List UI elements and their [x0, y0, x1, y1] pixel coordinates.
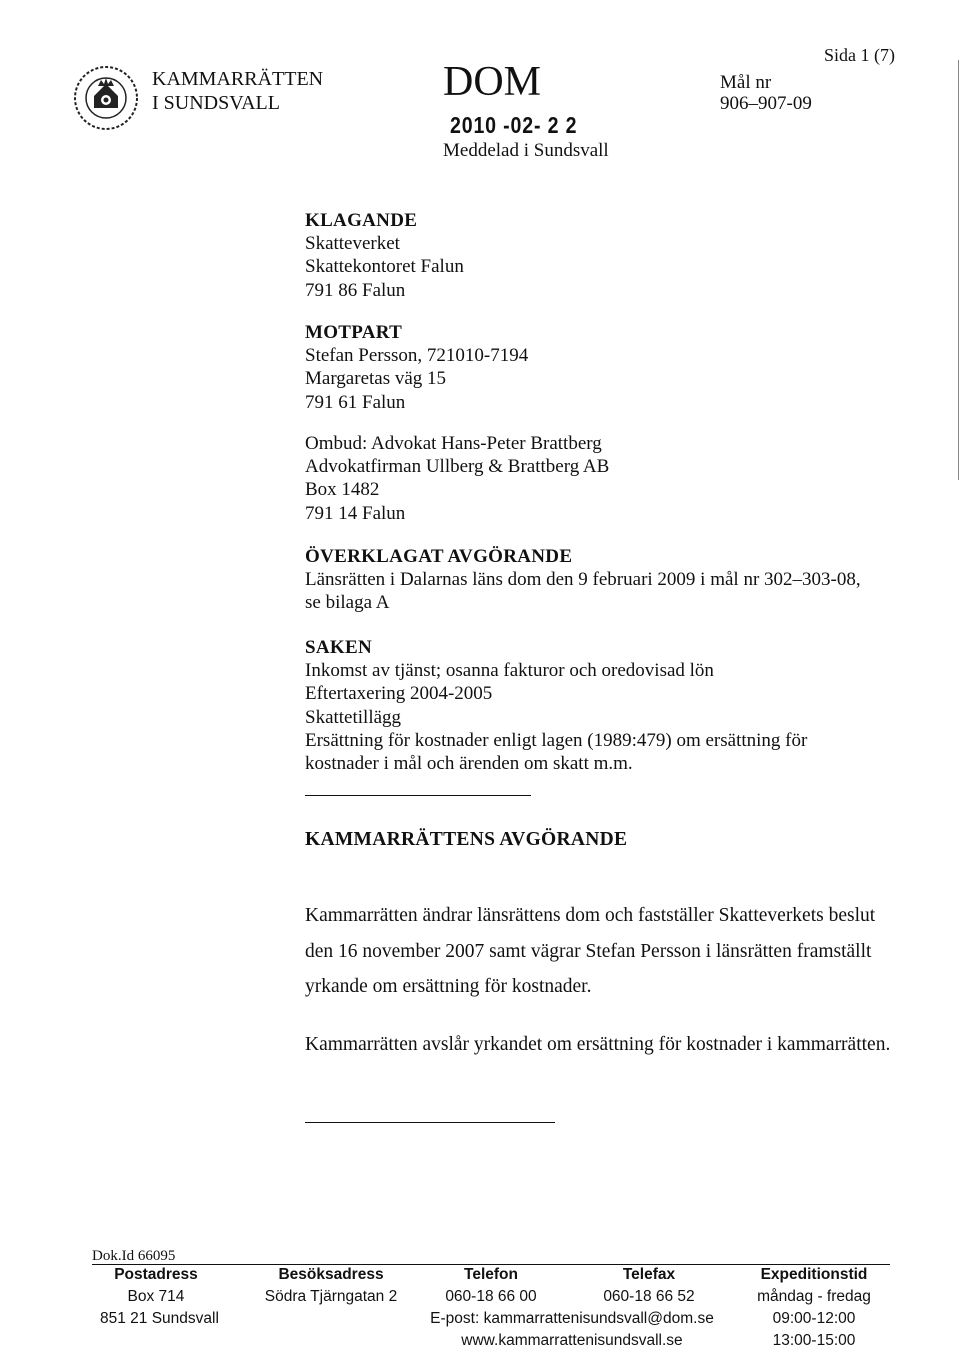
end-separator-line: [305, 1122, 555, 1123]
overklagat-section: [305, 545, 861, 615]
klagande-line: Skattekontoret Falun: [305, 256, 464, 278]
separator-line: [305, 795, 531, 796]
court-seal-logo: [70, 62, 142, 134]
footer-telefon: [436, 1264, 546, 1308]
footer-telefax: [594, 1264, 704, 1308]
case-number-label: Mål nr: [720, 72, 772, 93]
telefax-value: 060-18 66 52: [603, 1288, 695, 1305]
court-name-line2: I SUNDSVALL: [152, 92, 280, 114]
postadress-line: Box 714: [127, 1288, 185, 1305]
stamp-date: 2010 -02- 2 2: [450, 112, 578, 138]
overklagat-heading: ÖVERKLAGAT AVGÖRANDE: [305, 546, 573, 567]
decision-heading: KAMMARRÄTTENS AVGÖRANDE: [305, 829, 628, 850]
ombud-line: Ombud: Advokat Hans-Peter Brattberg: [305, 433, 602, 454]
page-number: Sida 1 (7): [824, 45, 895, 65]
document-id: Dok.Id 66095: [92, 1248, 176, 1264]
footer-postadress: [100, 1264, 219, 1330]
postadress-heading: Postadress: [114, 1266, 198, 1283]
saken-heading: SAKEN: [305, 637, 372, 658]
ombud-line: Advokatfirman Ullberg & Brattberg AB: [305, 456, 610, 478]
postadress-line: 851 21 Sundsvall: [100, 1310, 219, 1327]
saken-line: kostnader i mål och ärenden om skatt m.m.: [305, 753, 633, 775]
klagande-line: 791 86 Falun: [305, 279, 406, 301]
decision-line: yrkande om ersättning för kostnader.: [305, 976, 592, 997]
margin-scan-line: [958, 60, 959, 480]
stamp-place: Meddelad i Sundsvall: [443, 140, 609, 161]
besoksadress-heading: Besöksadress: [278, 1266, 384, 1283]
expeditionstid-heading: Expeditionstid: [760, 1266, 868, 1283]
motpart-heading: MOTPART: [305, 322, 403, 343]
klagande-heading: KLAGANDE: [305, 210, 418, 231]
klagande-section: [305, 209, 464, 302]
motpart-line: Margaretas väg 15: [305, 368, 447, 390]
telefon-heading: Telefon: [464, 1266, 518, 1283]
overklagat-line: se bilaga A: [305, 592, 390, 614]
document-type: DOM: [443, 59, 542, 105]
saken-line: Skattetillägg: [305, 706, 402, 728]
expeditionstid-line: måndag - fredag: [757, 1288, 871, 1305]
decision-line: den 16 november 2007 samt vägrar Stefan Persson i länsrätten framställt: [305, 940, 872, 962]
saken-section: [305, 636, 807, 775]
saken-line: Inkomst av tjänst; osanna fakturor och oredovisad lön: [305, 660, 714, 682]
telefax-heading: Telefax: [622, 1266, 676, 1283]
motpart-line: 791 61 Falun: [305, 391, 406, 413]
besoksadress-line: Södra Tjärngatan 2: [264, 1288, 398, 1305]
ombud-line: 791 14 Falun: [305, 502, 406, 524]
overklagat-line: Länsrätten i Dalarnas läns dom den 9 februari 2009 i mål nr 302–303-08,: [305, 569, 861, 591]
saken-line: Ersättning för kostnader enligt lagen (1989:479) om ersättning för: [305, 729, 808, 751]
decision-line: Kammarrätten ändrar länsrättens dom och fastställer Skatteverkets beslut: [305, 905, 876, 926]
ombud-line: Box 1482: [305, 479, 380, 501]
klagande-line: Skatteverket: [305, 233, 400, 255]
decision-paragraph-1: [305, 898, 875, 1005]
motpart-section: [305, 321, 528, 414]
expeditionstid-line: 13:00-15:00: [772, 1332, 856, 1349]
footer-email: E-post: kammarrattenisundsvall@dom.se: [430, 1310, 714, 1327]
footer-website: www.kammarrattenisundsvall.se: [461, 1332, 683, 1349]
case-number: 906–907-09: [720, 93, 812, 114]
ombud-section: [305, 432, 609, 525]
saken-line: Eftertaxering 2004-2005: [305, 683, 493, 705]
footer-besoksadress: [258, 1264, 404, 1308]
footer-expeditionstid: [744, 1264, 884, 1352]
court-name-line1: KAMMARRÄTTEN: [152, 68, 324, 90]
telefon-value: 060-18 66 00: [445, 1288, 537, 1305]
expeditionstid-line: 09:00-12:00: [772, 1310, 856, 1327]
motpart-line: Stefan Persson, 721010-7194: [305, 345, 529, 367]
decision-paragraph-2: Kammarrätten avslår yrkandet om ersättning för kostnader i kammarrätten.: [305, 1034, 891, 1055]
